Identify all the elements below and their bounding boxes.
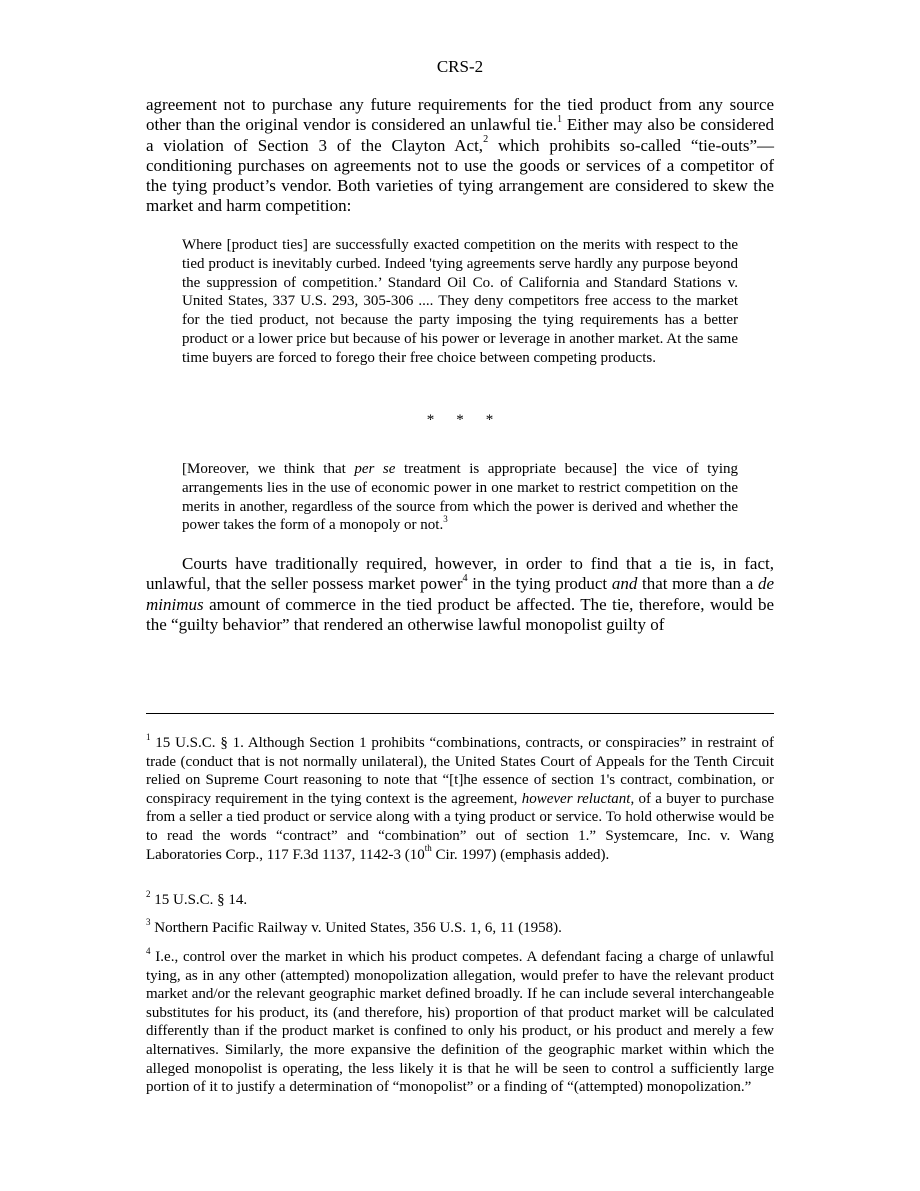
quote2-emphasis: per se [354,461,396,477]
separator-asterisk: * [426,412,435,428]
footnote-1 [146,731,775,864]
footnote-2-text: 15 U.S.C. § 14. [150,892,248,908]
footnote-1-text-2: , of a buyer to purchase from a seller a tied product or service along with a tying product or service. To hold otherwise would be to read the words “contract” and “combination” out of section 1.” Systemcare, Inc. v. Wang Laboratories Corp., 117 F.3d 1137, 1142-3 (10 [146,790,775,863]
separator-asterisk: * [485,412,494,428]
section-separator [0,412,920,429]
footnote-ref-2[interactable]: 2 [483,134,489,146]
quote2-text-2: treatment is appropriate because] the vice of tying arrangements lies in the use of economic power in one market to restrict competition on the merits in another, regardless of the source from which the power is derived and whether the power takes the form of a monopoly or not. [182,461,738,534]
footnote-1-text-1: 15 U.S.C. § 1. Although Section 1 prohibits “combinations, contracts, or conspiracies” in restraint of trade (conduct that is not normally unilateral), the United States Court of Appeals for the Tenth Circuit relied on Supreme Court reasoning to note that “[t]he essence of section 1's contract, combination, or conspiracy requirement in the tying context is the agreement, [146,735,774,807]
footnote-4-text: I.e., control over the market in which his product competes. A defendant facing a charge of unlawful tying, as in any other (attempted) monopolization allegation, would prefer to have the relevant product market and/or the relevant geographic market defined broadly. If he can include several interchangeable substitutes for his product, its (and therefore, his) proportion of that product market will be calculated differently than if the product market is confined to only his product, or his product and merely a few alternatives. Similarly, the more expansive the definition of the geographic market within which the alleged monopolist is operating, the less likely it is that he will be seen to control a sufficiently large portion of it to justify a determination of “monopolist” or a finding of “(attempted) monopolization.” [146,949,774,1096]
para2-text-3: that more than a [637,574,758,594]
para1-text-1: agreement not to purchase any future requirements for the tied product from any source other than the original vendor is considered an unlawful tie. [146,95,774,135]
quote1-text: Where [product ties] are successfully exacted competition on the merits with respect to the tied product is inevitably curbed. Indeed 'tying agreements serve hardly any purpose beyond the suppression of competition.’ Standard Oil Co. of California and Standard Stations v. United States, 337 U.S. 293, 305-306 .... They deny competitors free access to the market for the tied product, not because the party imposing the tying requirements has a better product or a lower price but because of his power or leverage in another market. At the same time buyers are forced to forego their free choice between competing products. [182,237,738,366]
quote2-text-1: [Moreover, we think that [182,461,355,477]
footnote-4 [146,945,774,1097]
para2-text-2: in the tying product [467,574,612,594]
footnote-divider [146,713,774,714]
footnote-ref-1[interactable]: 1 [557,114,563,126]
footnote-1-emphasis: however reluctant [521,790,631,807]
para2-text-4: amount of commerce in the tied product be affected. The tie, therefore, would be the “guilty behavior” that rendered an otherwise lawful monopolist guilty of [146,594,774,634]
footnote-1-ordinal: th [424,843,432,854]
footnote-1-number: 1 [146,731,151,742]
para2-emphasis-de-minimus: de minimus [146,574,774,614]
footnote-4-number: 4 [146,945,151,956]
footnote-2-number: 2 [146,888,151,899]
body-paragraph-1 [146,95,774,217]
footnote-ref-4[interactable]: 4 [462,573,468,585]
body-paragraph-2 [146,554,774,635]
para2-text-1: Courts have traditionally required, however, in order to find that a tie is, in fact, unlawful, that the seller possess market power [146,554,774,594]
page-header: CRS-2 [436,57,484,76]
para2-emphasis-and: and [611,574,638,594]
footnote-1-text-3: Cir. 1997) (emphasis added). [431,846,610,863]
para1-text-3: which prohibits so-called “tie-outs”—conditioning purchases on agreements not to use the goods or services of a competitor of the tying product’s vendor. Both varieties of tying arrangement are considered to skew the market and harm competition: [146,135,774,216]
footnote-2 [146,888,774,910]
footnote-ref-3[interactable]: 3 [443,514,448,525]
separator-asterisk: * [456,412,464,428]
block-quote-2 [182,460,738,535]
para1-text-2: Either may also be considered a violation of Section 3 of the Clayton Act, [146,115,774,155]
footnote-3 [146,916,774,938]
block-quote-1 [182,236,738,368]
footnote-3-number: 3 [146,916,151,927]
footnote-3-text: Northern Pacific Railway v. United States, 356 U.S. 1, 6, 11 (1958). [150,920,562,936]
